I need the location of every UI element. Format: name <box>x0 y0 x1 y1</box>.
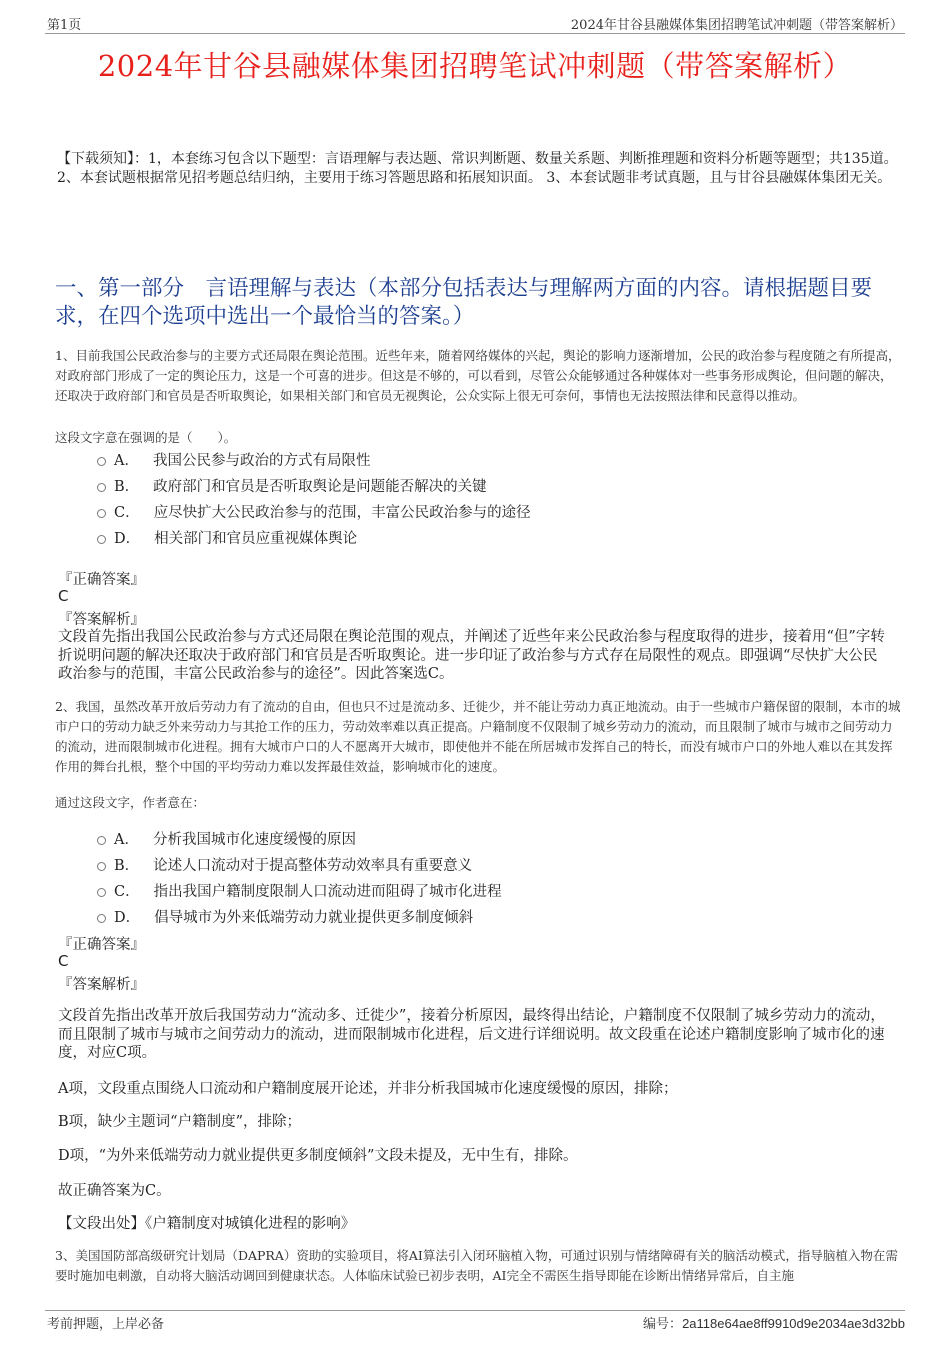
header-divider <box>45 33 905 34</box>
radio-icon[interactable] <box>97 836 106 845</box>
radio-icon[interactable] <box>97 509 106 518</box>
question-1-text: 1、目前我国公民政治参与的主要方式还局限在舆论范围。近些年来，随着网络媒体的兴起，舆论的影响力逐渐增加，公民的政治参与程度随之有所提高，对政府部门形成了一定的舆论压力，这是一个可喜的进步。但这是不够的，可以看到，尽管公众能够通过各种媒体对一些事务形成舆论，但问题的解决，还取决于政府部门和官员是否听取舆论，如果相关部门和官员无视舆论，公众实际上很无可奈何，事情也无法按照法律和民意得以推动。 <box>55 348 901 403</box>
option-text: 倡导城市为外来低端劳动力就业提供更多制度倾斜 <box>154 909 474 926</box>
question-2-option-b[interactable] <box>97 854 472 874</box>
question-1-option-a[interactable] <box>97 449 370 469</box>
analysis-option-a-note: A项，文段重点围绕人口流动和户籍制度展开论述，并非分析我国城市化速度缓慢的原因，排除； <box>58 1081 678 1097</box>
serial-label: 编号： <box>643 1317 683 1332</box>
question-1-stem: 这段文字意在强调的是（ ）。 <box>55 430 237 445</box>
option-text: 应尽快扩大公民政治参与的范围，丰富公民政治参与的途径 <box>153 504 531 521</box>
download-notice: 【下载须知】：1，本套练习包含以下题型：言语理解与表达题、常识判断题、数量关系题、判断推理题和资料分析题等题型；共135道。 2、本套试题根据常见招考题总结归纳，主要用于练习答题思路和拓展知识面。 3、本套试题非考试真题，且与甘谷县融媒体集团无关。 <box>57 151 898 186</box>
analysis-label: 『答案解析』 <box>58 612 145 628</box>
question-2-option-d[interactable] <box>97 906 473 926</box>
option-text: 政府部门和官员是否听取舆论是问题能否解决的关键 <box>153 478 487 495</box>
option-letter: D． <box>114 530 141 547</box>
question-1-answer: C <box>58 587 69 605</box>
option-letter: B． <box>114 857 140 874</box>
radio-icon[interactable] <box>97 535 106 544</box>
page-number: 第1页 <box>47 18 82 33</box>
option-text: 论述人口流动对于提高整体劳动效率具有重要意义 <box>153 857 473 874</box>
option-text: 相关部门和官员应重视媒体舆论 <box>154 530 358 547</box>
question-2-option-c[interactable] <box>97 880 502 900</box>
option-text: 指出我国户籍制度限制人口流动进而阻碍了城市化进程 <box>153 883 502 900</box>
option-letter: B． <box>114 478 140 495</box>
question-2-text: 2、我国，虽然改革开放后劳动力有了流动的自由，但也只不过是流动多、迁徙少，并不能让劳动力真正地流动。由于一些城市户籍保留的限制，本市的城市户口的劳动力缺乏外来劳动力与其抢工作的压力，劳动效率难以真正提高。户籍制度不仅限制了城乡劳动力的流动，而且限制了城市与城市之间劳动力的流动，进而限制城市化进程。拥有大城市户口的人不愿离开大城市，即使他并不能在所居城市发挥自己的特长，而没有城市户口的外地人难以在其发挥作用的舞台扎根，整个中国的平均劳动力难以发挥最佳效益，影响城市化的速度。 <box>55 699 901 774</box>
running-header-title: 2024年甘谷县融媒体集团招聘笔试冲刺题（带答案解析） <box>570 18 903 33</box>
option-letter: C． <box>114 883 140 900</box>
analysis-conclusion: 故正确答案为C。 <box>58 1183 171 1199</box>
option-letter: D． <box>114 909 141 926</box>
question-2-stem: 通过这段文字，作者意在： <box>55 795 206 810</box>
analysis-source: 【文段出处】《户籍制度对城镇化进程的影响》 <box>58 1216 356 1232</box>
question-1-option-d[interactable] <box>97 527 357 547</box>
footer-serial <box>643 1313 905 1332</box>
section-heading: 一、第一部分 言语理解与表达（本部分包括表达与理解两方面的内容。请根据题目要求，在四个选项中选出一个最恰当的答案。） <box>55 276 873 329</box>
radio-icon[interactable] <box>97 483 106 492</box>
question-3-text: 3、美国国防部高级研究计划局（DAPRA）资助的实验项目，将AI算法引入闭环脑植入物，可通过识别与情绪障碍有关的脑活动模式，指导脑植入物在需要时施加电刺激，自动将大脑活动调回到健康状态。人体临床试验已初步表明，AI完全不需医生指导即能在诊断出情绪异常后，自主施 <box>55 1248 898 1283</box>
option-text: 分析我国城市化速度缓慢的原因 <box>152 831 356 848</box>
analysis-option-d-note: D项，“为外来低端劳动力就业提供更多制度倾斜”文段未提及，无中生有，排除。 <box>58 1148 578 1164</box>
analysis-label: 『答案解析』 <box>58 977 145 993</box>
option-text: 我国公民参与政治的方式有局限性 <box>152 452 371 469</box>
radio-icon[interactable] <box>97 457 106 466</box>
question-1-analysis: 文段首先指出我国公民政治参与方式还局限在舆论范围的观点，并阐述了近些年来公民政治参与程度取得的进步，接着用“但”字转折说明问题的解决还取决于政府部门和官员是否听取舆论。进一步印证了政治参与方式存在局限性的观点。即强调“尽快扩大公民政治参与的范围，丰富公民政治参与的途径”。因此答案选C。 <box>58 629 885 682</box>
option-letter: A． <box>114 452 139 469</box>
radio-icon[interactable] <box>97 888 106 897</box>
question-2-answer: C <box>58 952 69 970</box>
document-title: 2024年甘谷县融媒体集团招聘笔试冲刺题（带答案解析） <box>97 49 853 83</box>
serial-number: 2a118e64ae8ff9910d9e2034ae3d32bb <box>682 1316 905 1331</box>
radio-icon[interactable] <box>97 914 106 923</box>
question-1-option-c[interactable] <box>97 501 531 521</box>
radio-icon[interactable] <box>97 862 106 871</box>
correct-answer-label: 『正确答案』 <box>58 937 145 953</box>
question-2-option-a[interactable] <box>97 828 356 848</box>
analysis-option-b-note: B项，缺少主题词“户籍制度”，排除； <box>58 1114 301 1130</box>
question-1-option-b[interactable] <box>97 475 487 495</box>
question-2-analysis: 文段首先指出改革开放后我国劳动力“流动多、迁徙少”，接着分析原因，最终得出结论，户籍制度不仅限制了城乡劳动力的流动，而且限制了城市与城市之间劳动力的流动，进而限制城市化进程，后文进行详细说明。故文段重在论述户籍制度影响了城市化的速度，对应C项。 <box>58 1008 885 1061</box>
footer-divider <box>45 1310 905 1311</box>
option-letter: A． <box>114 831 139 848</box>
correct-answer-label: 『正确答案』 <box>58 572 145 588</box>
footer-slogan: 考前押题，上岸必备 <box>47 1317 165 1332</box>
option-letter: C． <box>114 504 140 521</box>
